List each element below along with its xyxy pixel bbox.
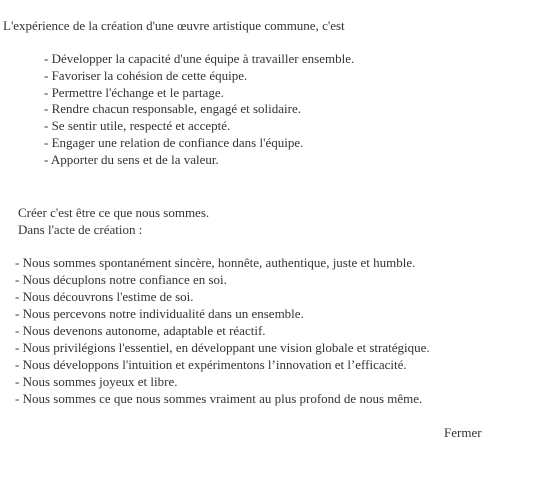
benefit-item: - Se sentir utile, respecté et accepté. bbox=[44, 118, 231, 134]
close-link[interactable]: Fermer bbox=[444, 425, 482, 440]
creation-heading bbox=[18, 205, 209, 238]
creation-item: - Nous découvrons l'estime de soi. bbox=[15, 289, 194, 304]
creation-item: - Nous sommes joyeux et libre. bbox=[15, 374, 178, 389]
benefits-list bbox=[44, 51, 354, 169]
creation-item: - Nous sommes spontanément sincère, honnête, authentique, juste et humble. bbox=[15, 255, 416, 270]
benefit-item: - Apporter du sens et de la valeur. bbox=[44, 151, 219, 167]
creation-heading-line: Créer c'est être ce que nous sommes. bbox=[18, 205, 210, 220]
benefit-item: - Développer la capacité d'une équipe à travailler ensemble. bbox=[44, 51, 355, 66]
creation-item: - Nous devenons autonome, adaptable et réactif. bbox=[15, 323, 266, 338]
benefit-item: - Engager une relation de confiance dans l'équipe. bbox=[44, 134, 304, 150]
creation-item: - Nous percevons notre individualité dans un ensemble. bbox=[15, 306, 304, 321]
creation-list bbox=[15, 254, 430, 407]
creation-item: - Nous développons l'intuition et expérimentons l’innovation et l’efficacité. bbox=[15, 357, 407, 372]
benefit-item: - Favoriser la cohésion de cette équipe. bbox=[44, 67, 248, 83]
creation-item: - Nous décuplons notre confiance en soi. bbox=[15, 272, 227, 287]
creation-item: - Nous sommes ce que nous sommes vraiment au plus profond de nous même. bbox=[15, 391, 423, 406]
creation-item: - Nous privilégions l'essentiel, en développant une vision globale et stratégique. bbox=[15, 340, 430, 355]
intro-text: L'expérience de la création d'une œuvre artistique commune, c'est bbox=[3, 18, 345, 33]
benefit-item: - Rendre chacun responsable, engagé et solidaire. bbox=[44, 101, 302, 117]
creation-heading-line: Dans l'acte de création : bbox=[18, 221, 143, 237]
benefit-item: - Permettre l'échange et le partage. bbox=[44, 84, 224, 100]
